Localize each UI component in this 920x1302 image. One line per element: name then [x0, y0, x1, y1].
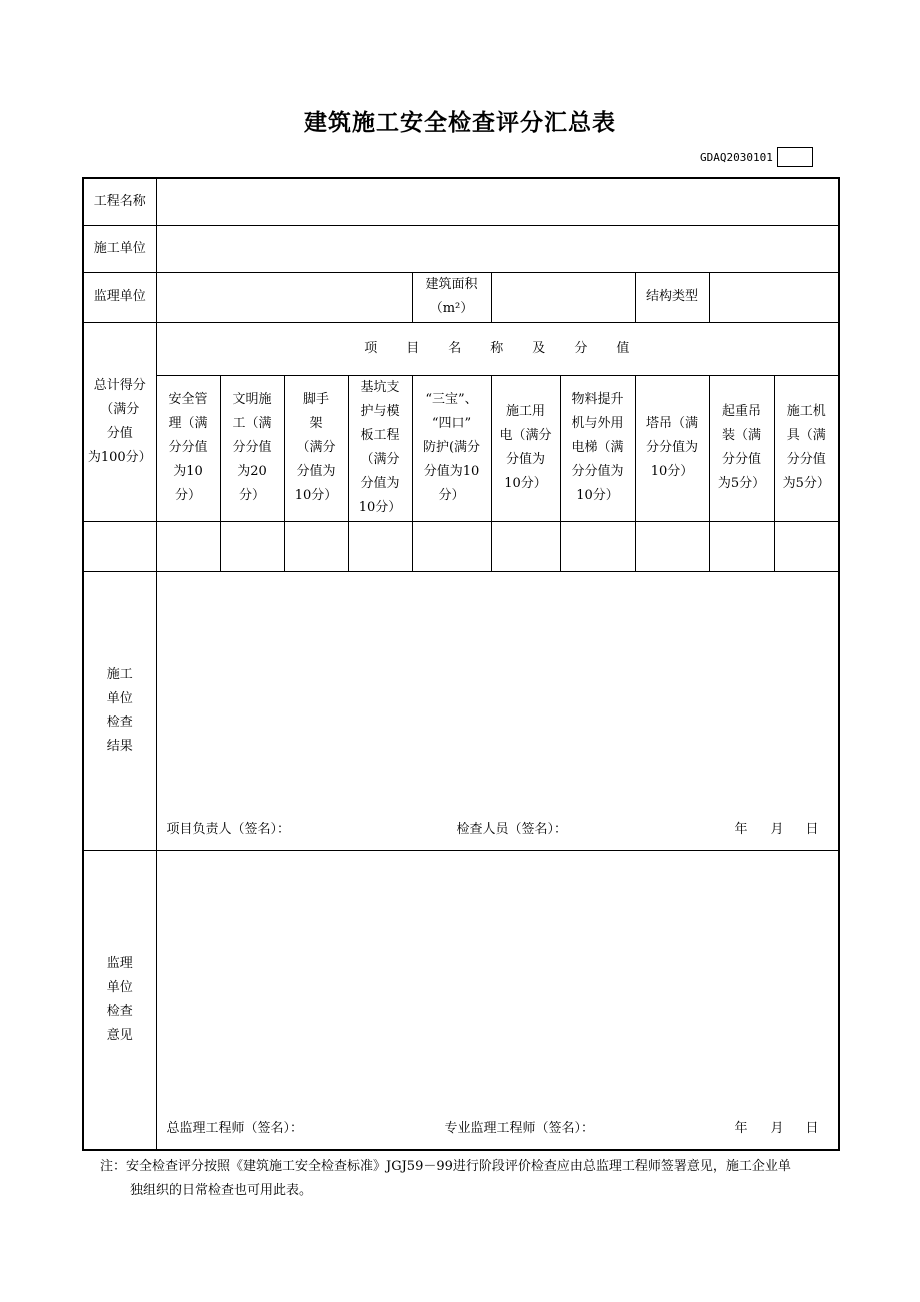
building-area-unit: （m²） — [429, 301, 474, 316]
item-header — [156, 375, 220, 521]
item-header-line: 10分） — [358, 500, 402, 515]
item-header-line: 电（满分 — [499, 428, 552, 443]
date-year: 年 — [734, 821, 748, 837]
inspector-signature: 检查人员（签名）： — [456, 821, 568, 837]
items-header-char: 名 — [448, 340, 463, 356]
items-header-char: 项 — [364, 340, 379, 356]
item-header-line: 施工用 — [505, 404, 545, 419]
row-project-name — [83, 178, 839, 225]
score-field[interactable] — [774, 521, 839, 571]
date-day: 日 — [805, 1121, 819, 1136]
page-title: 建筑施工安全检查评分汇总表 — [304, 109, 616, 136]
total-score-line: 为100分） — [87, 449, 152, 465]
construction-label-line: 施工 — [106, 666, 133, 682]
building-area-label — [412, 272, 491, 322]
score-field[interactable] — [635, 521, 709, 571]
item-header — [284, 375, 348, 521]
footnote — [100, 1155, 840, 1203]
score-field[interactable] — [412, 521, 491, 571]
item-header — [635, 375, 709, 521]
row-construction-result — [83, 571, 839, 850]
construction-unit-label: 施工单位 — [83, 225, 156, 272]
item-header-line: 为10 — [173, 464, 203, 479]
item-header-line: 分分值 — [786, 452, 826, 467]
item-header-line: 脚手 — [302, 392, 329, 407]
building-area-field[interactable] — [491, 272, 635, 322]
date-month: 月 — [770, 821, 784, 837]
item-header-line: “四口” — [431, 416, 472, 431]
footnote-line-1: 注：安全检查评分按照《建筑施工安全检查标准》JGJ59－99进行阶段评价检查应由总监理工程师签署意见，施工企业单 — [100, 1159, 791, 1174]
item-header-line: 电梯（满 — [571, 440, 624, 455]
item-header-line: 防护(满分 — [422, 440, 481, 455]
item-header-line: 为20 — [237, 464, 267, 479]
item-header-line: 分） — [238, 488, 265, 503]
score-field[interactable] — [348, 521, 412, 571]
row-items-header — [83, 322, 839, 375]
item-header-line: 分值为 — [505, 452, 545, 467]
construction-label-line: 检查 — [106, 714, 133, 730]
item-header-line: 分分值 — [232, 440, 272, 455]
item-header-line: 安全管 — [168, 392, 208, 407]
item-header-line: 分值为 — [296, 464, 336, 479]
items-header-char: 目 — [406, 340, 421, 356]
form-code-text: GDAQ2030101 — [700, 150, 773, 164]
item-header-line: 为5分） — [782, 476, 830, 491]
item-header-line: 基坑支 — [360, 380, 400, 395]
specialist-supervisor-signature: 专业监理工程师（签名）： — [444, 1121, 595, 1136]
row-scores — [83, 521, 839, 571]
item-header-line: 文明施 — [232, 392, 272, 407]
item-header-line: 护与模 — [360, 404, 400, 419]
item-header-line: 装（满 — [721, 428, 761, 443]
construction-label-line: 单位 — [106, 690, 133, 706]
construction-unit-field[interactable] — [156, 225, 839, 272]
row-items — [83, 375, 839, 521]
score-field[interactable] — [156, 521, 220, 571]
item-header — [220, 375, 284, 521]
item-header — [709, 375, 774, 521]
supervision-unit-field[interactable] — [156, 272, 412, 322]
item-header-line: 分分值为 — [645, 440, 698, 455]
supervision-opinion-field[interactable] — [156, 850, 839, 1150]
item-header-line: 施工机 — [786, 404, 826, 419]
item-header-line: 分分值 — [168, 440, 208, 455]
date-year: 年 — [734, 1121, 748, 1136]
supervision-label-line: 意见 — [106, 1027, 133, 1043]
item-header-line: 10分） — [294, 488, 338, 503]
building-area-text: 建筑面积 — [425, 277, 478, 292]
items-header-char: 分 — [574, 340, 589, 356]
row-construction-unit — [83, 225, 839, 272]
item-header-line: 分值为 — [360, 476, 400, 491]
construction-result-field[interactable] — [156, 571, 839, 850]
item-header — [348, 375, 412, 521]
item-header-line: 物料提升 — [571, 392, 624, 407]
footnote-line-2: 独组织的日常检查也可用此表。 — [130, 1183, 313, 1198]
date-day: 日 — [805, 821, 819, 837]
supervision-opinion-label — [83, 850, 156, 1150]
item-header-line: 理（满 — [168, 416, 208, 431]
item-header-line: 分分值 — [721, 452, 761, 467]
chief-supervisor-signature: 总监理工程师（签名）： — [166, 1121, 304, 1136]
item-header-line: 分值为10 — [423, 464, 480, 479]
item-header — [491, 375, 560, 521]
items-header — [156, 322, 839, 375]
item-header-line: 具（满 — [786, 428, 826, 443]
form-code — [700, 147, 813, 167]
item-header-line: 架 — [309, 416, 323, 431]
construction-label-line: 结果 — [106, 738, 133, 754]
item-header-line: 机与外用 — [571, 416, 624, 431]
project-name-label: 工程名称 — [83, 178, 156, 225]
row-supervision-opinion — [83, 850, 839, 1150]
total-score-label — [83, 322, 156, 521]
row-supervision-unit — [83, 272, 839, 322]
project-manager-signature: 项目负责人（签名）： — [166, 821, 291, 837]
item-header-line: （满分 — [296, 440, 336, 455]
items-header-char: 及 — [532, 340, 547, 356]
item-header-line: 起重吊 — [721, 404, 761, 419]
supervision-label-line: 单位 — [106, 979, 133, 995]
construction-signature-line — [167, 818, 829, 842]
score-field[interactable] — [284, 521, 348, 571]
structure-type-label: 结构类型 — [635, 272, 709, 322]
supervision-unit-label: 监理单位 — [83, 272, 156, 322]
item-header — [560, 375, 635, 521]
item-header-line: 分） — [174, 488, 201, 503]
item-header-line: 为5分） — [717, 476, 766, 491]
item-header-line: 10分） — [504, 476, 547, 491]
total-score-line: 分值 — [106, 425, 133, 441]
score-field[interactable] — [709, 521, 774, 571]
items-header-char: 称 — [490, 340, 505, 356]
project-name-field[interactable] — [156, 178, 839, 225]
structure-type-field[interactable] — [709, 272, 839, 322]
items-header-char: 值 — [616, 340, 631, 356]
supervision-label-line: 检查 — [106, 1003, 133, 1019]
total-score-line: （满分 — [100, 401, 140, 417]
item-header — [412, 375, 491, 521]
construction-result-label — [83, 571, 156, 850]
score-field[interactable] — [560, 521, 635, 571]
summary-table — [82, 177, 840, 1151]
item-header-line: 分） — [438, 488, 465, 503]
item-header-line: （满分 — [360, 452, 400, 467]
form-code-box[interactable] — [777, 147, 813, 167]
score-field[interactable] — [220, 521, 284, 571]
score-field[interactable] — [491, 521, 560, 571]
item-header-line: 工（满 — [232, 416, 272, 431]
supervision-signature-line — [167, 1117, 829, 1141]
item-header-line: 板工程 — [360, 428, 400, 443]
item-header-line: 分分值为 — [571, 464, 624, 479]
item-header-line: 塔吊（满 — [645, 416, 698, 431]
total-score-line: 总计得分 — [93, 377, 146, 393]
total-score-field[interactable] — [83, 521, 156, 571]
item-header — [774, 375, 839, 521]
supervision-label-line: 监理 — [106, 955, 133, 971]
item-header-line: 10分） — [576, 488, 619, 503]
item-header-line: “三宝”、 — [425, 392, 478, 407]
date-month: 月 — [770, 1121, 784, 1136]
item-header-line: 10分） — [650, 464, 694, 479]
